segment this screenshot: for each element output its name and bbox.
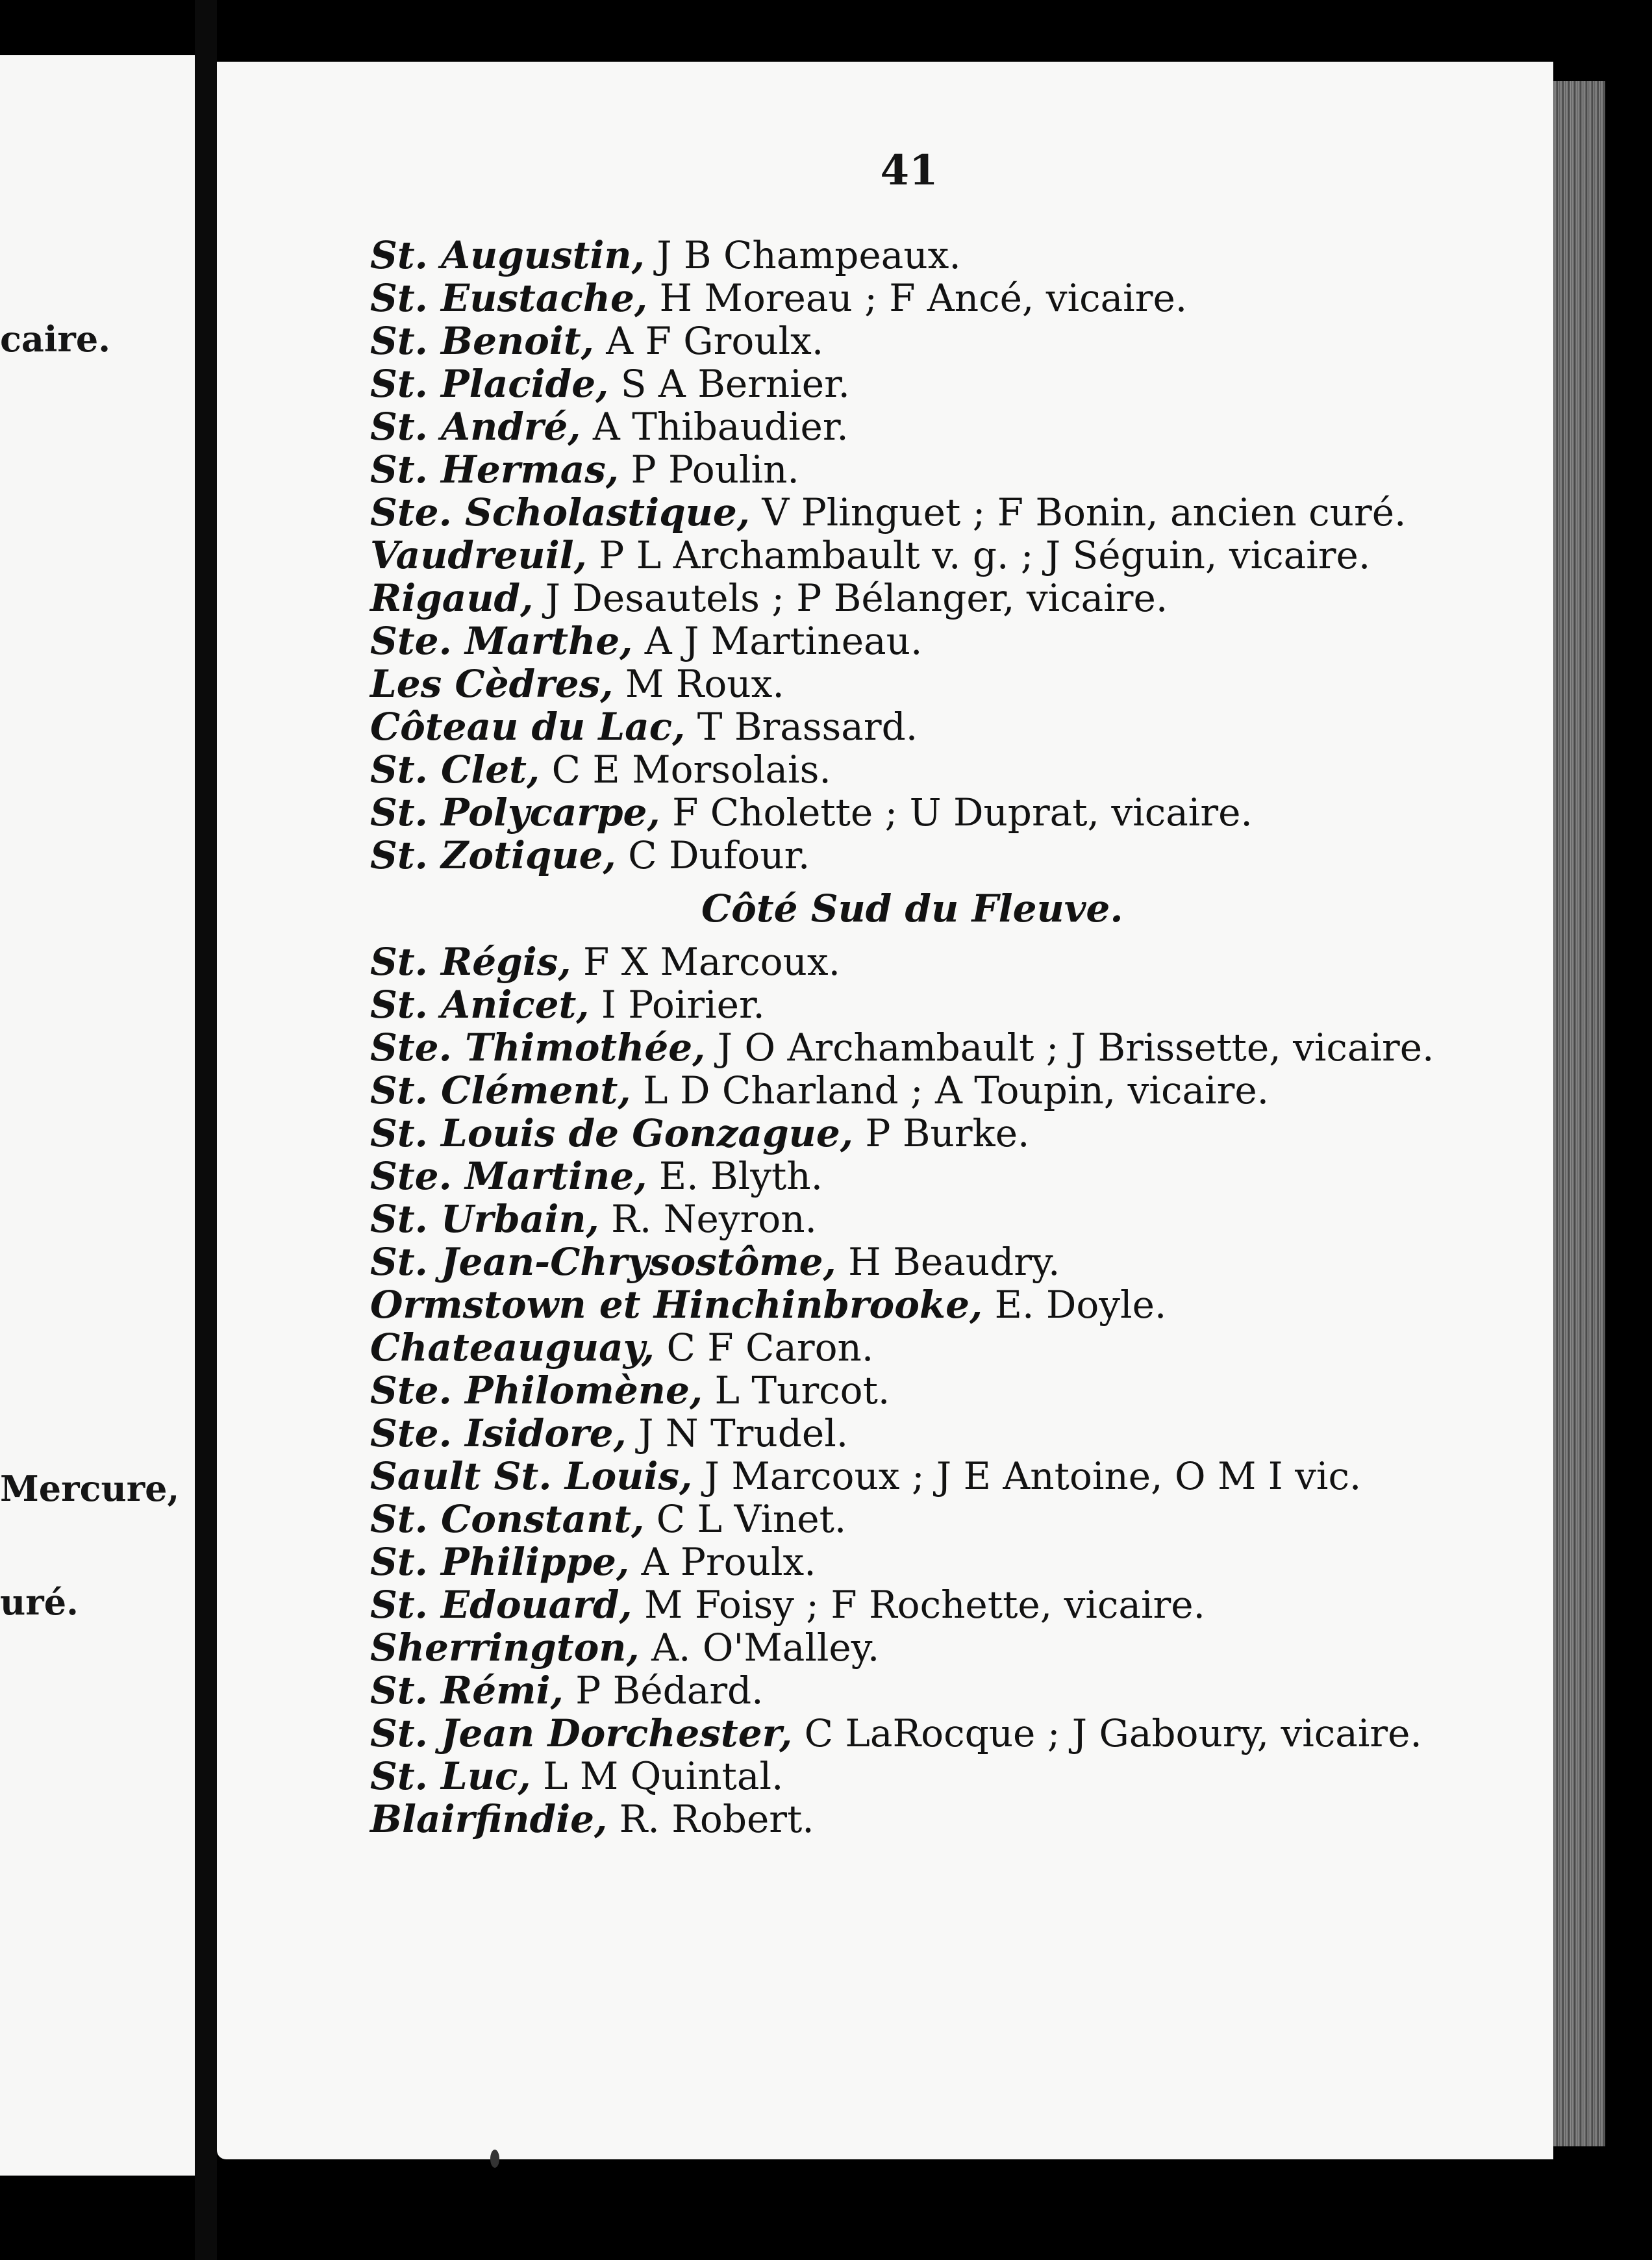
clergy-names: F X Marcoux. — [571, 940, 841, 984]
parish-entry — [370, 320, 1539, 362]
parish-entry — [370, 662, 1539, 705]
clergy-names: L D Charland ; A Toupin, vicaire. — [631, 1068, 1270, 1112]
parish-entry — [370, 1240, 1539, 1283]
clergy-names: M Roux. — [613, 662, 784, 706]
clergy-names: P Burke. — [853, 1111, 1030, 1155]
parish-name: St. Polycarpe, — [370, 790, 660, 835]
parish-name: Chateauguay, — [370, 1325, 655, 1370]
parish-entry — [370, 791, 1539, 834]
clergy-names: M Foisy ; F Rochette, vicaire. — [632, 1583, 1205, 1627]
parish-name: Ste. Scholastique, — [370, 490, 750, 534]
parish-entry — [370, 1712, 1539, 1755]
parish-entry — [370, 1669, 1539, 1712]
parish-name: St. Louis de Gonzague, — [370, 1111, 853, 1155]
parish-name: St. Philippe, — [370, 1540, 630, 1584]
parish-name: St. Jean-Chrysostôme, — [370, 1240, 836, 1284]
clergy-names: J N Trudel. — [626, 1411, 849, 1455]
clergy-names: E. Blyth. — [647, 1154, 823, 1198]
parish-entry — [370, 491, 1539, 534]
parish-name: St. Placide, — [370, 362, 609, 406]
clergy-names: A J Martineau. — [632, 619, 923, 663]
parish-entry — [370, 1498, 1539, 1540]
parish-name: St. Luc, — [370, 1754, 531, 1798]
parish-entry — [370, 940, 1539, 983]
parish-name: Vaudreuil, — [370, 533, 587, 577]
parish-entry — [370, 277, 1539, 320]
parish-name: St. Régis, — [370, 940, 571, 984]
clergy-names: J B Champeaux. — [644, 233, 961, 277]
clergy-names: H Moreau ; F Ancé, vicaire. — [647, 276, 1188, 320]
clergy-names: P L Archambault v. g. ; J Séguin, vicaire. — [586, 533, 1371, 577]
clergy-names: J Desautels ; P Bélanger, vicaire. — [533, 576, 1168, 620]
clergy-names: J O Archambault ; J Brissette, vicaire. — [705, 1025, 1434, 1070]
parish-entry — [370, 1798, 1539, 1840]
page-gutter — [195, 0, 217, 2260]
parish-entry — [370, 362, 1539, 405]
parish-name: Ste. Thimothée, — [370, 1025, 706, 1070]
parish-entry — [370, 983, 1539, 1026]
parish-name: St. Clément, — [370, 1068, 631, 1112]
clergy-names: C F Caron. — [655, 1325, 874, 1370]
parish-name: St. Augustin, — [370, 233, 645, 277]
clergy-names: A F Groulx. — [594, 319, 824, 363]
parish-name: St. Benoit, — [370, 319, 594, 363]
parish-entry — [370, 748, 1539, 791]
parish-name: Sault St. Louis, — [370, 1454, 693, 1498]
parish-entry — [370, 705, 1539, 748]
section-heading: Côté Sud du Fleuve. — [701, 886, 1123, 931]
parish-entry — [370, 620, 1539, 662]
parish-name: St. André, — [370, 405, 581, 449]
parish-entry — [370, 1755, 1539, 1798]
parish-name: St. Anicet, — [370, 983, 590, 1027]
clergy-names: A. O'Malley. — [639, 1626, 880, 1670]
clergy-names: A Proulx. — [629, 1540, 816, 1584]
parish-entry — [370, 577, 1539, 620]
parish-entry — [370, 534, 1539, 577]
page-edge-stack — [1553, 81, 1605, 2146]
parish-list — [370, 234, 1539, 1840]
parish-entry — [370, 448, 1539, 491]
parish-name: Ste. Philomène, — [370, 1368, 703, 1412]
clergy-names: C E Morsolais. — [540, 747, 831, 792]
left-page-fragment: caire. — [0, 318, 110, 360]
clergy-names: R. Robert. — [607, 1797, 814, 1841]
parish-entry — [370, 1369, 1539, 1412]
clergy-names: S A Bernier. — [608, 362, 850, 406]
parish-entry — [370, 1112, 1539, 1155]
clergy-names: L M Quintal. — [531, 1754, 784, 1798]
parish-entry — [370, 1069, 1539, 1112]
parish-name: Ormstown et Hinchinbrooke, — [370, 1283, 983, 1327]
parish-name: Sherrington, — [370, 1626, 640, 1670]
parish-name: St. Zotique, — [370, 833, 616, 877]
parish-entry — [370, 1326, 1539, 1369]
parish-name: Ste. Marthe, — [370, 619, 633, 663]
parish-name: Blairfindie, — [370, 1797, 608, 1841]
clergy-names: H Beaudry. — [836, 1240, 1060, 1284]
clergy-names: T Brassard. — [685, 705, 918, 749]
clergy-names: V Plinguet ; F Bonin, ancien curé. — [749, 490, 1407, 534]
clergy-names: A Thibaudier. — [581, 405, 849, 449]
parish-entry — [370, 1540, 1539, 1583]
parish-name: Ste. Isidore, — [370, 1411, 627, 1455]
left-page-fragment: uré. — [0, 1581, 79, 1623]
clergy-names: I Poirier. — [589, 983, 765, 1027]
clergy-names: P Poulin. — [619, 447, 799, 492]
parish-entry — [370, 405, 1539, 448]
clergy-names: F Cholette ; U Duprat, vicaire. — [660, 790, 1253, 835]
parish-name: Ste. Martine, — [370, 1154, 647, 1198]
parish-name: St. Hermas, — [370, 447, 620, 492]
clergy-names: J Marcoux ; J E Antoine, O M I vic. — [692, 1454, 1362, 1498]
parish-name: St. Constant, — [370, 1497, 645, 1541]
parish-name: St. Edouard, — [370, 1583, 632, 1627]
parish-entry — [370, 1412, 1539, 1455]
parish-name: St. Rémi, — [370, 1668, 564, 1713]
parish-entry — [370, 1626, 1539, 1669]
page-number: 41 — [880, 146, 938, 195]
clergy-names: L Turcot. — [703, 1368, 890, 1412]
parish-entry — [370, 234, 1539, 277]
parish-name: Côteau du Lac, — [370, 705, 686, 749]
parish-entry — [370, 1026, 1539, 1069]
left-page-fragment: Mercure, — [0, 1468, 180, 1509]
parish-name: St. Urbain, — [370, 1197, 599, 1241]
parish-name: St. Eustache, — [370, 276, 648, 320]
clergy-names: P Bédard. — [563, 1668, 764, 1713]
parish-entry — [370, 1283, 1539, 1326]
parish-entry — [370, 834, 1539, 877]
clergy-names: R. Neyron. — [599, 1197, 817, 1241]
parish-entry — [370, 1155, 1539, 1198]
parish-entry — [370, 1455, 1539, 1498]
parish-entry — [370, 1198, 1539, 1240]
ink-speck — [490, 2150, 499, 2168]
parish-name: Rigaud, — [370, 576, 534, 620]
clergy-names: C Dufour. — [616, 833, 810, 877]
clergy-names: C L Vinet. — [644, 1497, 847, 1541]
parish-name: Les Cèdres, — [370, 662, 614, 706]
parish-name: St. Clet, — [370, 747, 540, 792]
parish-name: St. Jean Dorchester, — [370, 1711, 793, 1755]
left-page — [0, 55, 195, 2176]
parish-entry — [370, 1583, 1539, 1626]
clergy-names: E. Doyle. — [982, 1283, 1167, 1327]
clergy-names: C LaRocque ; J Gaboury, vicaire. — [792, 1711, 1422, 1755]
